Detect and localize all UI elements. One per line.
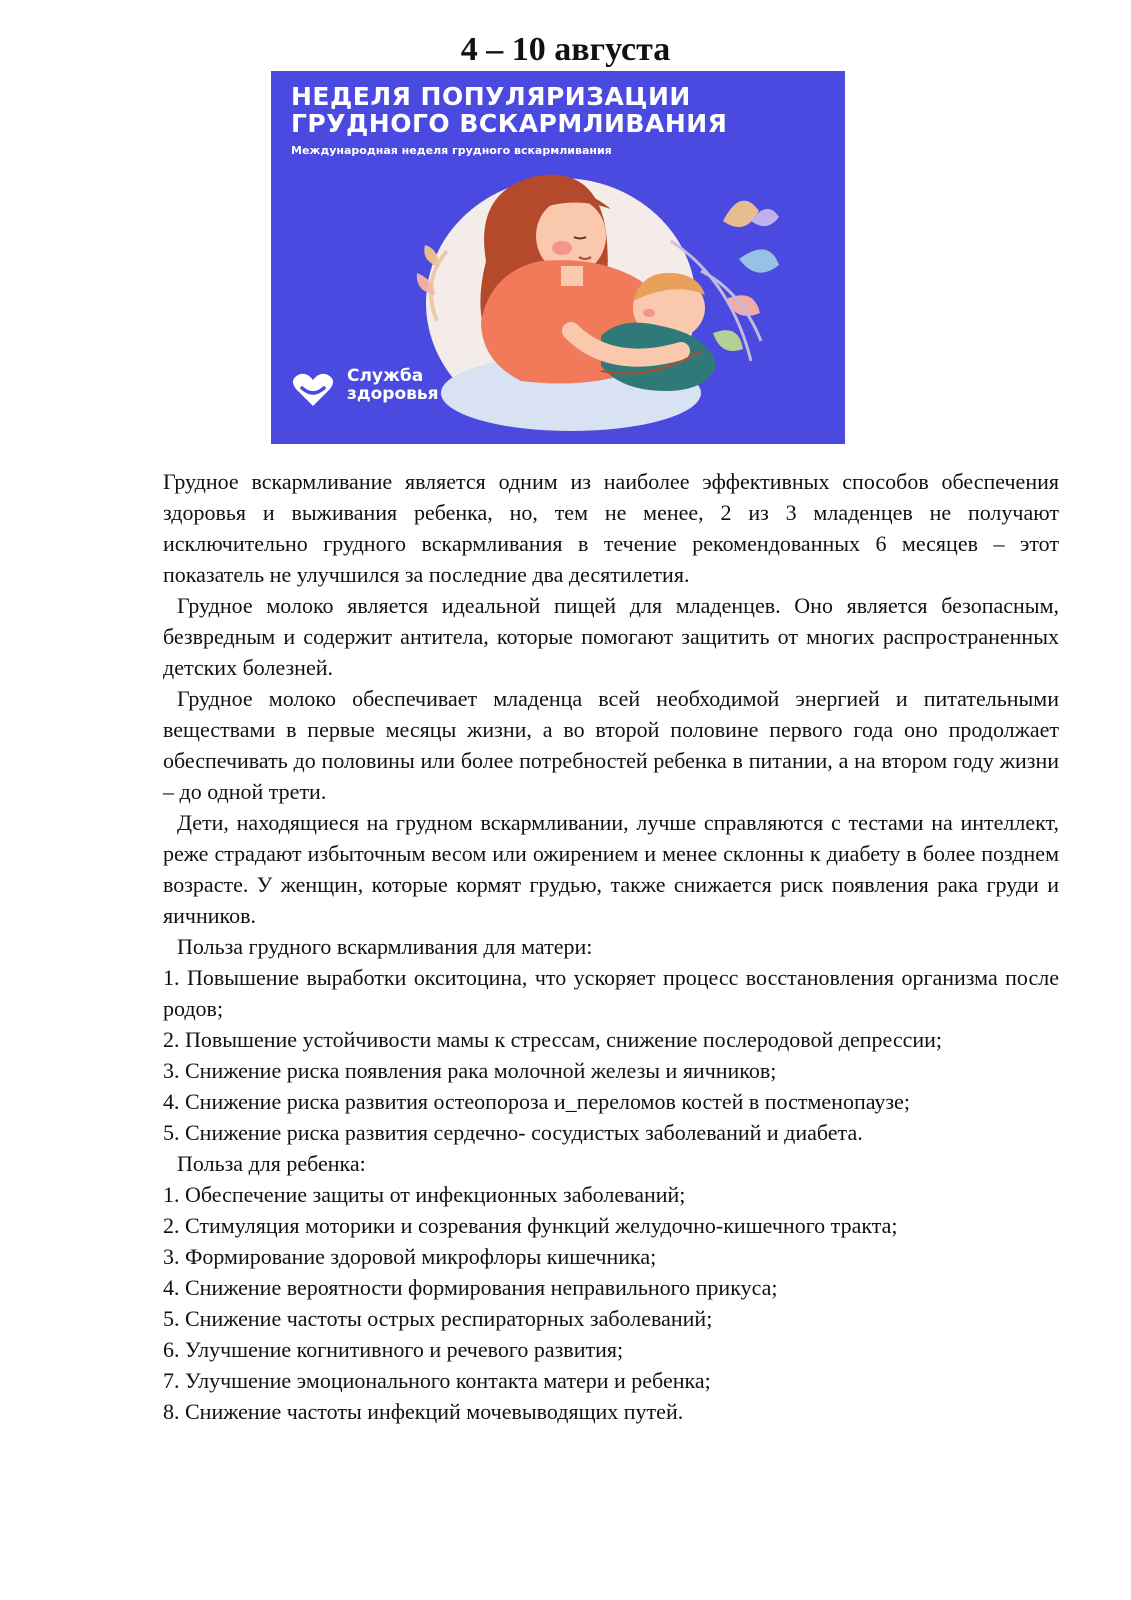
poster-image [271, 71, 845, 444]
list-item: 1. Повышение выработки окситоцина, что ускоряет процесс восстановления организма после родов; [163, 965, 1059, 1021]
poster-subtitle: Международная неделя грудного вскармливания [291, 144, 612, 157]
list-item: 8. Снижение частоты инфекций мочевыводящих путей. [163, 1399, 684, 1424]
mother-benefits-heading: Польза грудного вскармливания для матери: [177, 934, 593, 959]
list-item: 1. Обеспечение защиты от инфекционных заболеваний; [163, 1182, 686, 1207]
child-benefits-heading: Польза для ребенка: [177, 1151, 366, 1176]
poster-title-line2: ГРУДНОГО ВСКАРМЛИВАНИЯ [291, 109, 728, 138]
list-item: 5. Снижение частоты острых респираторных заболеваний; [163, 1306, 713, 1331]
list-item: 7. Улучшение эмоционального контакта матери и ребенка; [163, 1368, 711, 1393]
paragraph: Грудное молоко является идеальной пищей для младенцев. Оно является безопасным, безвредным и содержит антитела, которые помогают защитить от многих распространенных детских болезней. [163, 593, 1059, 680]
list-item: 2. Стимуляция моторики и созревания функций желудочно-кишечного тракта; [163, 1213, 898, 1238]
list-item: 2. Повышение устойчивости мамы к стрессам, снижение послеродовой депрессии; [163, 1027, 943, 1052]
list-item: 4. Снижение риска развития остеопороза и_переломов костей в постменопаузе; [163, 1089, 910, 1114]
heart-logo-icon [291, 372, 335, 410]
list-item: 6. Улучшение когнитивного и речевого развития; [163, 1337, 624, 1362]
article-body [163, 466, 1059, 1427]
brand-name [347, 367, 487, 403]
brand-line1: Служба [347, 366, 424, 386]
list-item: 3. Формирование здоровой микрофлоры кишечника; [163, 1244, 657, 1269]
paragraph: Грудное молоко обеспечивает младенца всей необходимой энергией и питательными веществами в первые месяцы жизни, а во второй половине первого года оно продолжает обеспечивать до половины или более потребностей ребенка в питании, а на втором году жизни – до одной трети. [163, 686, 1059, 804]
brand-line2: здоровья [347, 384, 439, 404]
list-item: 4. Снижение вероятности формирования неправильного прикуса; [163, 1275, 778, 1300]
poster-title-line1: НЕДЕЛЯ ПОПУЛЯРИЗАЦИИ [291, 82, 691, 111]
paragraph: Дети, находящиеся на грудном вскармливании, лучше справляются с тестами на интеллект, реже страдают избыточным весом или ожирением и менее склонны к диабету в более позднем возрасте. У женщин, которые кормят грудью, также снижается риск появления рака груди и яичников. [163, 810, 1059, 928]
list-item: 3. Снижение риска появления рака молочной железы и яичников; [163, 1058, 777, 1083]
paragraph: Грудное вскармливание является одним из наиболее эффективных способов обеспечения здоровья и выживания ребенка, но, тем не менее, 2 из 3 младенцев не получают исключительно грудного вскармливания в течение рекомендованных 6 месяцев – этот показатель не улучшился за последние два десятилетия. [163, 469, 1059, 587]
poster-title [291, 83, 831, 137]
list-item: 5. Снижение риска развития сердечно- сосудистых заболеваний и диабета. [163, 1120, 863, 1145]
page-title: 4 – 10 августа [460, 31, 671, 68]
